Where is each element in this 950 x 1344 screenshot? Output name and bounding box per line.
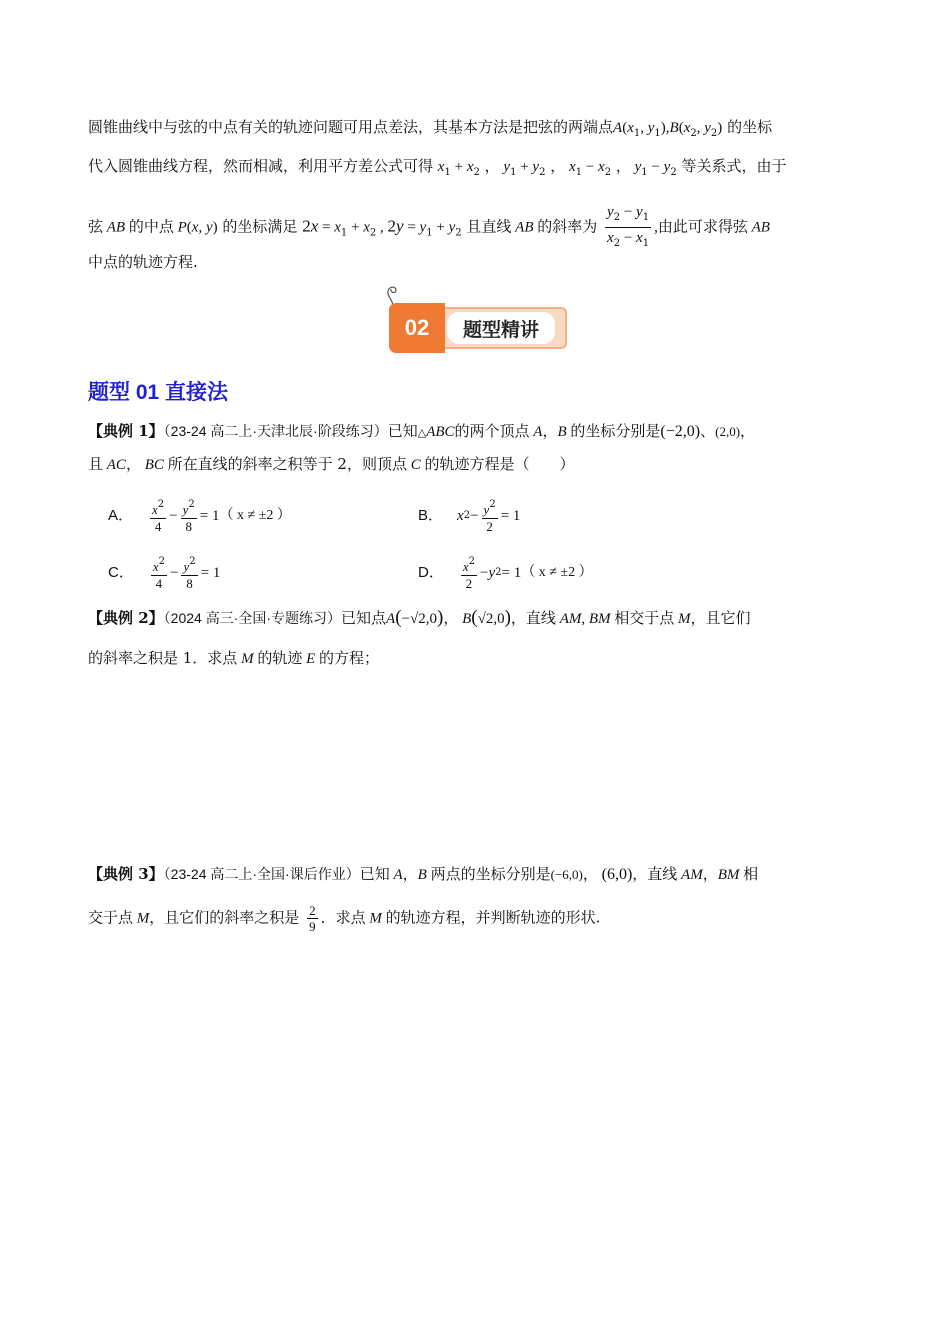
intro-text: 弦	[88, 217, 104, 236]
example-text: ．求点	[320, 908, 366, 927]
example-text: 已知	[359, 865, 390, 883]
option-label: C．	[108, 563, 134, 581]
intro-text: 等关系式，由于	[681, 157, 787, 175]
option-c[interactable]: C． $\frac{x^2}{4}$ − $\frac{y^2}{8}$ = 1	[108, 556, 221, 591]
example1-line-2: 且 AC， BC 所在直线的斜率之积等于 2，则顶点 C 的轨迹方程是（ ）	[88, 455, 575, 473]
option-condition: （ x ≠ ±2 ）	[521, 564, 593, 580]
slope-product-fraction: $\frac{2}{9}$	[309, 903, 316, 934]
example-text: 的轨迹方程是（ ）	[424, 455, 575, 473]
option-label: B．	[418, 506, 444, 524]
badge-label: 题型精讲	[447, 312, 555, 344]
example1-line-1: 【典例 1】（23-24 高二上·天津北辰·阶段练习）已知△ABC的两个顶点 A，B 的坐标分别是(−2,0)、(2,0)，	[88, 422, 756, 440]
example-text: ，且它们的斜率之积是	[149, 908, 300, 927]
example-text: 的方程；	[319, 649, 380, 667]
option-d[interactable]: D． $\frac{x^2}{2}$ − y 2 = 1 （ x ≠ ±2 ）	[418, 556, 593, 591]
example-tag: 【典例 3】	[88, 865, 164, 883]
example3-line-1: 【典例 3】（23-24 高二上·全国·课后作业）已知 A，B 两点的坐标分别是(−6,0)， (6,0)，直线 AM，BM 相	[88, 865, 759, 883]
example-source: （23-24 高二上·全国·课后作业）	[163, 866, 360, 882]
example-text: 的轨迹方程，并判断轨迹的形状.	[385, 908, 601, 927]
intro-line-2: 代入圆锥曲线方程，然而相减，利用平方差公式可得 $x_1 + x_2$ ， $y_1 + y_2$ ， $x_1 - x_2$ ， $y_1 - y_2$ 等关系式，由于	[88, 157, 787, 178]
example-text: 交于点	[88, 908, 134, 927]
intro-text: 代入圆锥曲线方程，然而相减，利用平方差公式可得	[88, 157, 434, 175]
example3-line-2: 交于点 M，且它们的斜率之积是 $\frac{2}{9}$ ．求点 M 的轨迹方程，并判断轨迹的形状.	[88, 903, 601, 934]
example2-line-1: 【典例 2】（2024 高三·全国·专题练习）已知点A(−√2,0)， B(√2,0)，直线 AM, BM 相交于点 M，且它们	[88, 607, 751, 628]
example-text: ，且它们	[690, 609, 751, 627]
slope-fraction: $\frac{y_2 - y_1}{x_2 - x_1}$	[607, 204, 650, 249]
example-text: 的两个顶点	[454, 422, 530, 440]
option-condition: （ x ≠ ±2 ）	[219, 507, 291, 523]
intro-line-4: 中点的轨迹方程.	[88, 253, 198, 271]
example-text: 两点的坐标分别是	[430, 865, 551, 883]
badge-label-box	[439, 307, 567, 349]
example-source: （2024 高三·全国·专题练习）	[163, 610, 342, 626]
option-label: A．	[108, 506, 134, 524]
example-text: 相交于点	[614, 609, 675, 627]
example-source: （23-24 高二上·天津北辰·阶段练习）	[163, 423, 388, 439]
example-text: 的斜率之积是 1．求点	[88, 649, 238, 667]
example-text: 已知	[387, 422, 418, 440]
option-label: D．	[418, 563, 444, 581]
option-b[interactable]: B． x 2 − $\frac{y^2}{2}$ = 1	[418, 499, 521, 534]
example-text: 直线	[647, 865, 678, 883]
intro-text: 且直线	[466, 217, 512, 236]
example-text: 已知点	[341, 609, 387, 627]
intro-text: 的坐标满足	[222, 217, 298, 236]
section-title: 题型 01 直接法	[88, 381, 229, 404]
example-text: 所在直线的斜率之积等于 2，则顶点	[167, 455, 407, 473]
badge-number: 02	[389, 303, 445, 353]
intro-text: 的坐标	[727, 118, 773, 136]
math-endpoints: A	[613, 120, 623, 136]
example-text: 相	[743, 865, 759, 883]
example-text: 的轨迹	[257, 649, 303, 667]
example2-line-2: 的斜率之积是 1．求点 M 的轨迹 E 的方程；	[88, 649, 380, 667]
intro-text: 圆锥曲线中与弦的中点有关的轨迹问题可用点差法，其基本方法是把弦的两端点	[88, 118, 614, 136]
section-badge	[389, 303, 567, 353]
example-text: 的坐标分别是	[570, 422, 661, 440]
example-tag: 【典例 2】	[88, 609, 164, 627]
option-a[interactable]: A． $\frac{x^2}{4}$ − $\frac{y^2}{8}$ = 1 （ x ≠ ±2 ）	[108, 499, 291, 534]
intro-text: 由此可求得弦	[657, 217, 748, 236]
example-tag: 【典例 1】	[88, 422, 164, 440]
intro-line-3: 弦 AB 的中点 P(x, y) 的坐标满足 $2x = x_1 + x_2$ , $2y = y_1 + y_2$ 且直线 AB 的斜率为 $\frac{y_2 - y_1}{x_2 - x_1}$ ,由此可求得弦 AB	[88, 202, 770, 253]
intro-text: 的斜率为	[537, 217, 598, 236]
example-text: 直线	[525, 609, 556, 627]
intro-text: 的中点	[128, 217, 174, 236]
intro-line-1: 圆锥曲线中与弦的中点有关的轨迹问题可用点差法，其基本方法是把弦的两端点$A(x_1$, $y_1),B(x_2$, $y_2$) 的坐标	[88, 118, 773, 139]
example-text: 且	[88, 455, 104, 473]
